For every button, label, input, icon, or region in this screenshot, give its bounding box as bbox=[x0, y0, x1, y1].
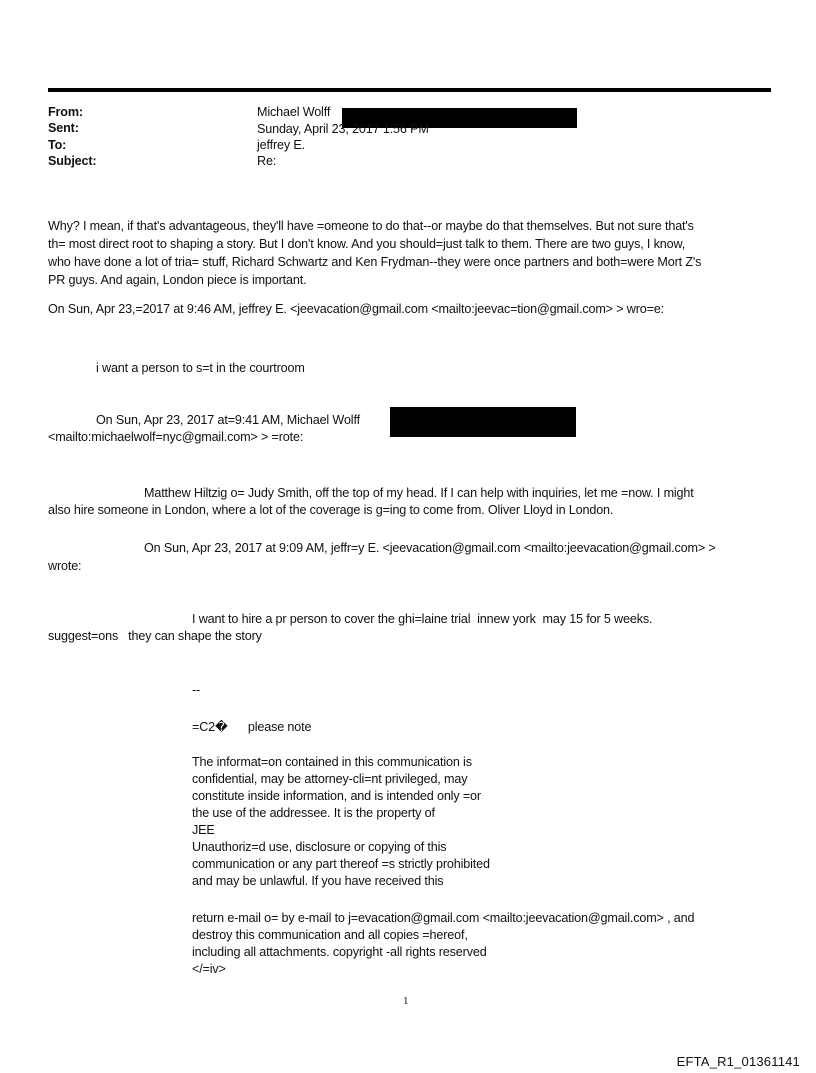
disclaimer-line: JEE bbox=[192, 823, 215, 837]
body-line: Why? I mean, if that's advantageous, they'll have =omeone to do that--or maybe do that themselves. But not sure that's bbox=[48, 219, 694, 233]
quote-header: On Sun, Apr 23, 2017 at=9:41 AM, Michael Wolff bbox=[96, 413, 360, 427]
signature-note: =C2� please note bbox=[192, 720, 312, 734]
quote-body: i want a person to s=t in the courtroom bbox=[96, 361, 305, 375]
quote-body: Matthew Hiltzig o= Judy Smith, off the top of my head. If I can help with inquiries, let me =now. I might bbox=[144, 486, 694, 500]
disclaimer-line: The informat=on contained in this communication is bbox=[192, 755, 472, 769]
disclaimer-line: and may be unlawful. If you have received this bbox=[192, 874, 444, 888]
quote-body: I want to hire a pr person to cover the ghi=laine trial innew york may 15 for 5 weeks. bbox=[192, 612, 653, 626]
header-rule bbox=[48, 88, 771, 92]
quote-header: <mailto:michaelwolf=nyc@gmail.com> > =rote: bbox=[48, 430, 304, 444]
quote-header: On Sun, Apr 23, 2017 at 9:09 AM, jeffr=y E. <jeevacation@gmail.com <mailto:jeevacation@gmail.com> > bbox=[144, 541, 716, 555]
disclaimer-line: destroy this communication and all copies =hereof, bbox=[192, 928, 468, 942]
disclaimer-line: the use of the addressee. It is the property of bbox=[192, 806, 435, 820]
quote-body: suggest=ons they can shape the story bbox=[48, 629, 262, 643]
body-line: th= most direct root to shaping a story. But I don't know. And you should=just talk to them. There are two guys, I know, bbox=[48, 237, 686, 251]
quote-header: On Sun, Apr 23,=2017 at 9:46 AM, jeffrey E. <jeevacation@gmail.com <mailto:jeevac=tion@gmail.com> > wro=e: bbox=[48, 302, 665, 316]
disclaimer-line: constitute inside information, and is intended only =or bbox=[192, 789, 481, 803]
from-value: Michael Wolff bbox=[257, 105, 331, 119]
redaction-box bbox=[390, 407, 576, 437]
disclaimer-line: Unauthoriz=d use, disclosure or copying of this bbox=[192, 840, 447, 854]
disclaimer-line: return e-mail o= by e-mail to j=evacation@gmail.com <mailto:jeevacation@gmail.com> , and bbox=[192, 911, 695, 925]
quote-body: also hire someone in London, where a lot of the coverage is g=ing to come from. Oliver Lloyd in London. bbox=[48, 503, 614, 517]
sent-label: Sent: bbox=[48, 121, 79, 135]
quote-header: wrote: bbox=[48, 559, 82, 573]
subject-value: Re: bbox=[257, 154, 277, 168]
body-line: PR guys. And again, London piece is important. bbox=[48, 273, 307, 287]
from-label: From: bbox=[48, 105, 83, 119]
page-number: 1 bbox=[403, 995, 409, 1007]
body-line: who have done a lot of tria= stuff, Richard Schwartz and Ken Frydman--they were once partners and both=were Mort Z's bbox=[48, 255, 702, 269]
sent-value: Sunday, April 23, 2017 1:56 PM bbox=[257, 122, 429, 136]
disclaimer-line: confidential, may be attorney-cli=nt privileged, may bbox=[192, 772, 468, 786]
disclaimer-line: including all attachments. copyright -all rights reserved bbox=[192, 945, 487, 959]
to-value: jeffrey E. bbox=[257, 138, 305, 152]
signature-dash: -- bbox=[192, 683, 201, 697]
bates-number: EFTA_R1_01361141 bbox=[676, 1054, 800, 1069]
disclaimer-line: </=iv> bbox=[192, 962, 226, 976]
disclaimer-line: communication or any part thereof =s strictly prohibited bbox=[192, 857, 490, 871]
subject-label: Subject: bbox=[48, 154, 97, 168]
to-label: To: bbox=[48, 138, 67, 152]
